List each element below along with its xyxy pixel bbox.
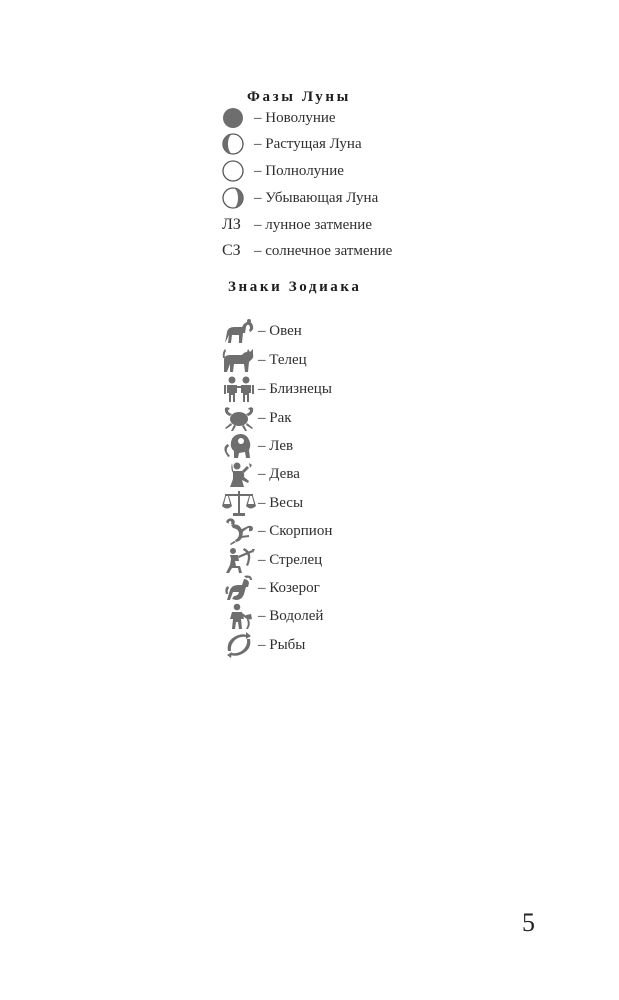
zodiac-label: – Стрелец: [258, 551, 323, 568]
zodiac-label: – Козерог: [258, 579, 320, 596]
zodiac-label: – Близнецы: [258, 380, 332, 397]
aries-icon: [222, 317, 256, 345]
page-number: 5: [522, 908, 535, 937]
zodiac-label: – Дева: [258, 465, 300, 482]
pisces-icon: [222, 631, 256, 659]
moon-phases-title: Фазы Луны: [247, 89, 351, 105]
lunar-eclipse-abbr: ЛЗ: [222, 216, 241, 233]
zodiac-aries: [222, 316, 302, 346]
cancer-icon: [222, 404, 256, 432]
leo-icon: [222, 432, 256, 460]
moon-phase-label: – Убывающая Луна: [254, 189, 379, 206]
moon-phase-new: [222, 105, 336, 131]
moon-phase-full: [222, 158, 344, 184]
zodiac-libra: [222, 488, 303, 518]
sagittarius-icon: [222, 546, 256, 574]
waxing-moon-icon: [222, 133, 244, 155]
zodiac-label: – Овен: [258, 322, 302, 339]
zodiac-aquarius: [222, 601, 323, 631]
zodiac-virgo: [222, 459, 300, 489]
solar-eclipse-abbr: СЗ: [222, 242, 241, 259]
libra-icon: [222, 489, 256, 517]
zodiac-leo: [222, 431, 293, 461]
zodiac-label: – Рыбы: [258, 636, 306, 653]
solar-eclipse-label: – солнечное затмение: [254, 242, 393, 259]
moon-phase-waning: [222, 185, 378, 211]
lunar-eclipse-label: – лунное затмение: [254, 216, 372, 233]
zodiac-label: – Лев: [258, 437, 294, 454]
capricorn-icon: [222, 574, 256, 602]
moon-phase-label: – Полнолуние: [254, 162, 344, 179]
zodiac-signs-title: Знаки Зодиака: [228, 279, 362, 295]
waning-moon-icon: [222, 187, 244, 209]
zodiac-label: – Весы: [258, 494, 304, 511]
lunar-eclipse-row: [222, 212, 372, 238]
zodiac-label: – Скорпион: [258, 522, 333, 539]
zodiac-label: – Водолей: [258, 607, 324, 624]
zodiac-sagittarius: [222, 545, 322, 575]
zodiac-scorpio: [222, 516, 332, 546]
scorpio-icon: [222, 517, 256, 545]
full-moon-icon: [222, 160, 244, 182]
zodiac-cancer: [222, 403, 292, 433]
moon-phase-label: – Растущая Луна: [254, 135, 362, 152]
moon-phase-label: – Новолуние: [254, 109, 336, 126]
zodiac-capricorn: [222, 573, 320, 603]
gemini-icon: [222, 375, 256, 403]
solar-eclipse-row: [222, 238, 392, 264]
new-moon-icon: [222, 107, 244, 129]
virgo-icon: [222, 460, 256, 488]
zodiac-label: – Телец: [258, 351, 307, 368]
zodiac-taurus: [222, 345, 307, 375]
aquarius-icon: [222, 602, 256, 630]
taurus-icon: [222, 346, 256, 374]
zodiac-pisces: [222, 630, 305, 660]
zodiac-gemini: [222, 374, 332, 404]
moon-phase-waxing: [222, 131, 362, 157]
zodiac-label: – Рак: [258, 409, 292, 426]
